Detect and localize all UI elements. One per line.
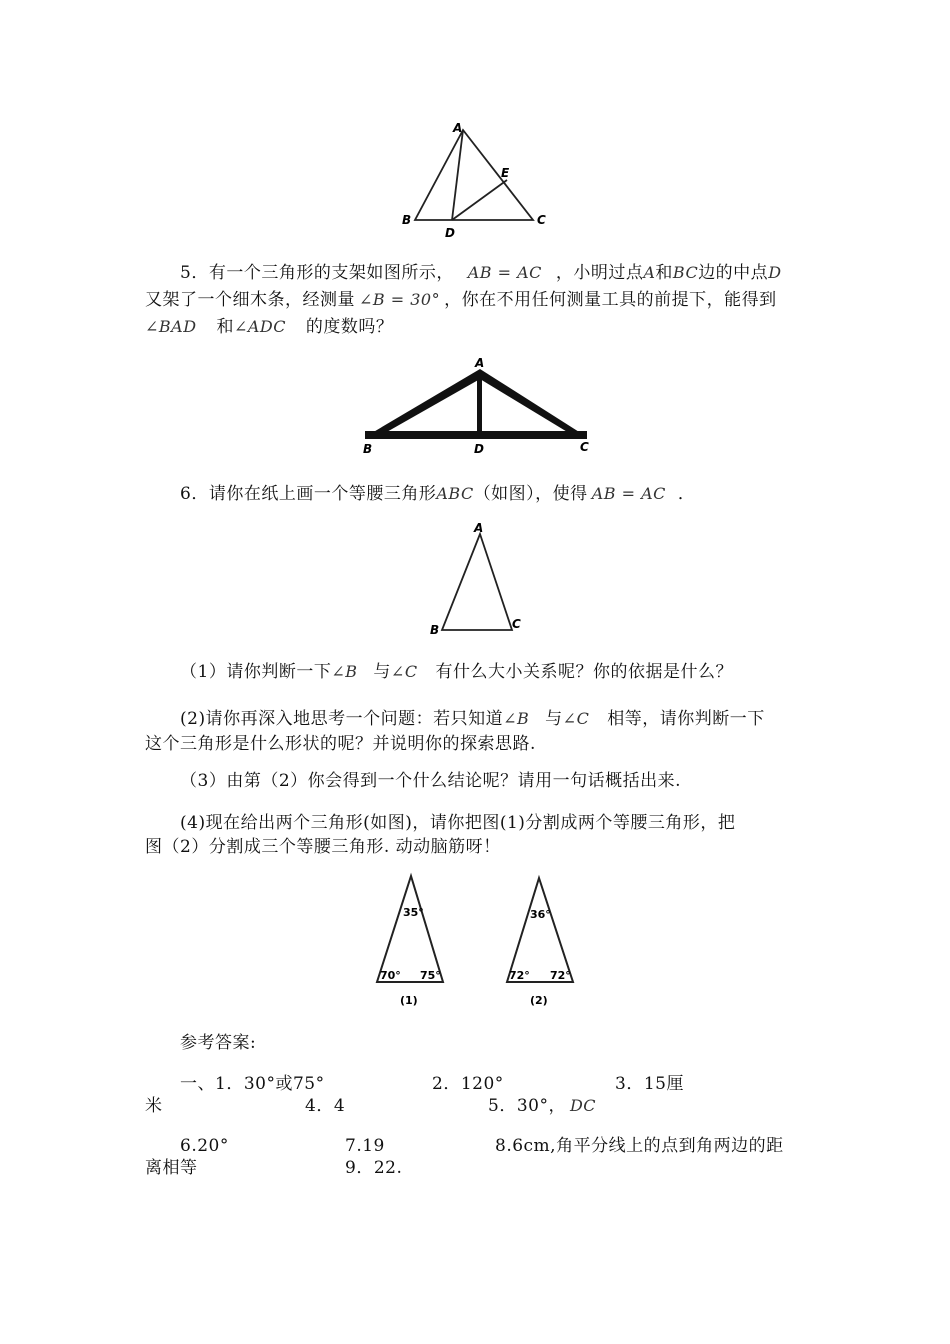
text: 又架了一个细木条，经测量 [145, 290, 355, 310]
answer-5 [488, 1095, 596, 1117]
angle-right-1: 75° [420, 969, 441, 982]
answer-3: 3．15厘 [615, 1074, 684, 1094]
answers-row-2a: 米 [145, 1096, 163, 1116]
math-angle-b: ∠B [503, 709, 530, 728]
math-bc: BC [672, 263, 699, 282]
figure-two-triangles [370, 868, 590, 1013]
angle-top-2: 36° [530, 908, 551, 921]
math-angle-b: ∠B [331, 662, 358, 681]
part-1 [180, 661, 733, 683]
answers-row-1 [180, 1073, 325, 1095]
label-b: B [402, 213, 412, 227]
part-3: （3）由第（2）你会得到一个什么结论呢？请用一句话概括出来. [180, 771, 682, 791]
label-c: C [537, 213, 546, 227]
part-4-line-2: 图（2）分割成三个等腰三角形. 动动脑筋呀！ [145, 837, 501, 857]
label-d: D [445, 226, 455, 240]
figure-triangle-abc-de [395, 120, 555, 245]
q5-line-2 [145, 289, 777, 311]
label-c: C [512, 617, 521, 631]
label-e: E [501, 166, 510, 180]
math-a: A [643, 263, 656, 282]
angle-left-1: 70° [380, 969, 401, 982]
triangle-2-angles [509, 908, 571, 1007]
answer-2: 2．120° [432, 1074, 504, 1094]
figure-truss [355, 355, 595, 460]
text: 和 [655, 263, 673, 283]
angle-right-2: 72° [550, 969, 571, 982]
text: ，小明过点 [555, 263, 644, 283]
answer-4: 4．4 [305, 1096, 346, 1116]
figure-isosceles-abc [420, 520, 530, 640]
angle-left-2: 72° [509, 969, 530, 982]
part-2-line-1 [180, 708, 765, 730]
answer-6: 6.20° [180, 1136, 229, 1156]
answers-row-4a: 离相等 [145, 1158, 198, 1178]
text: 有什么大小关系呢？你的依据是什么？ [435, 662, 733, 682]
caption-2: (2) [530, 994, 548, 1007]
text: 和 [216, 317, 234, 337]
text: 相等，请你判断一下 [607, 709, 765, 729]
answers-heading: 参考答案: [180, 1033, 257, 1053]
label-c: C [580, 440, 589, 454]
math-angle-adc: ∠ADC [233, 317, 286, 336]
text: 的度数吗？ [305, 317, 394, 337]
math-angle-b: ∠B = 30° [359, 290, 441, 309]
label-b: B [363, 442, 373, 456]
angle-top-1: 35° [403, 906, 424, 919]
text: (2)请你再深入地思考一个问题：若只知道 [180, 709, 504, 729]
part-4-line-1: (4)现在给出两个三角形(如图)，请你把图(1)分割成两个等腰三角形，把 [180, 813, 736, 833]
text: 6．请你在纸上画一个等腰三角形 [180, 484, 437, 504]
triangle-1-angles [380, 906, 441, 1007]
part-2-line-2: 这个三角形是什么形状的呢？并说明你的探索思路. [145, 734, 536, 754]
text: 与 [545, 709, 563, 729]
math-ab-eq-ac: AB = AC [591, 484, 666, 503]
caption-1: (1) [400, 994, 418, 1007]
math-abc: ABC [436, 484, 474, 503]
label-b: B [430, 623, 440, 637]
q6-line-1 [180, 483, 695, 505]
answer-1: 一、1．30°或75° [180, 1074, 325, 1094]
text: （1）请你判断一下 [180, 662, 332, 682]
math-ab-eq-ac: AB = AC [467, 263, 542, 282]
text: 5．30°， [488, 1096, 566, 1116]
label-d: D [474, 442, 484, 456]
math-dc: DC [569, 1096, 597, 1115]
text: 与 [373, 662, 391, 682]
q5-line-3 [145, 316, 393, 338]
text: 边的中点 [698, 263, 769, 283]
math-d: D [768, 263, 782, 282]
math-angle-c: ∠C [562, 709, 590, 728]
label-a: A [474, 521, 484, 535]
math-angle-bad: ∠BAD [145, 317, 197, 336]
math-angle-c: ∠C [390, 662, 418, 681]
answer-9: 9．22. [345, 1158, 403, 1178]
q5-line-1 [180, 262, 782, 284]
answer-7: 7.19 [345, 1136, 385, 1156]
text: ． [677, 484, 696, 504]
label-a: A [475, 356, 485, 370]
text: 5．有一个三角形的支架如图所示， [180, 263, 454, 283]
answer-8: 8.6cm,角平分线上的点到角两边的距 [495, 1136, 784, 1156]
text: （如图），使得 [473, 484, 588, 504]
label-a: A [453, 121, 463, 135]
text: ，你在不用任何测量工具的前提下，能得到 [444, 290, 777, 310]
